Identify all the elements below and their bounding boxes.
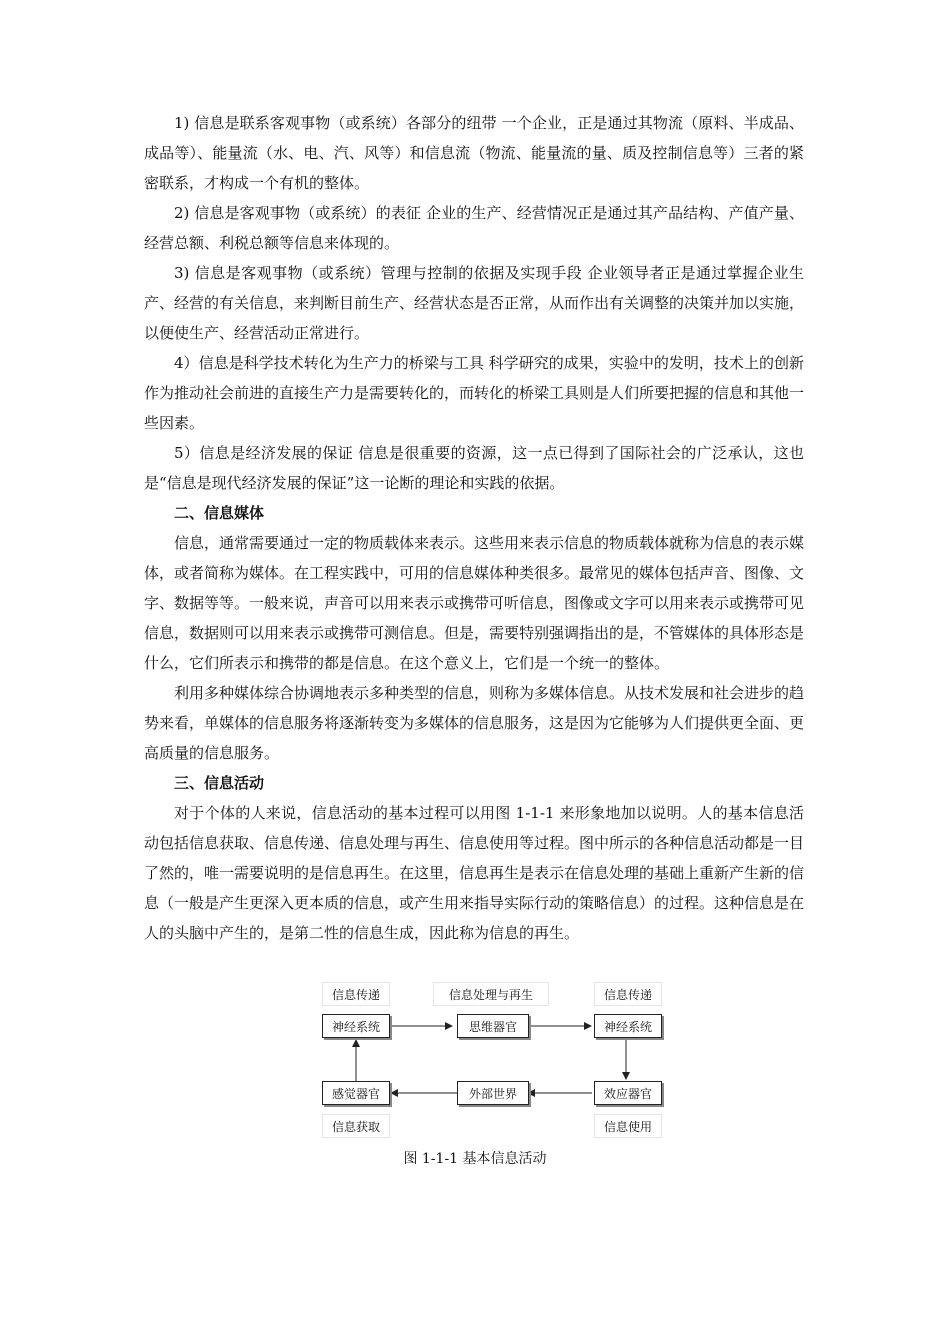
label-processing: 信息处理与再生 [433,982,549,1006]
label-use: 信息使用 [594,1114,662,1138]
label-transmit-right: 信息传递 [594,982,662,1006]
activity-paragraph-1: 对于个体的人来说，信息活动的基本过程可以用图 1-1-1 来形象地加以说明。人的基本信息活动包括信息获取、信息传递、信息处理与再生、信息使用等过程。图中所示的各种信息活动都是一目了然的，唯一需要说明的是信息再生。在这里，信息再生是表示在信息处理的基础上重新产生新的信息（一般是产生更深入更本质的信息，或产生用来指导实际行动的策略信息）的过程。这种信息是在人的头脑中产生的，是第二性的信息生成，因此称为信息的再生。 [144,804,805,942]
paragraph-1: 1) 信息是联系客观事物（或系统）各部分的纽带 一个企业，正是通过其物流（原料、半成品、成品等）、能量流（水、电、汽、风等）和信息流（物流、能量流的量、质及控制信息等）三者的紧密联系，才构成一个有机的整体。 [144,114,804,192]
figure-caption: 图 1-1-1 基本信息活动 [403,1151,547,1167]
info-activity-diagram [320,980,665,1140]
paragraph-4: 4）信息是科学技术转化为生产力的桥梁与工具 科学研究的成果，实验中的发明，技术上的创新作为推动社会前进的直接生产力是需要转化的，而转化的桥梁工具则是人们所要把握的信息和其他一些因素。 [144,354,805,432]
box-external-world: 外部世界 [457,1081,529,1105]
box-sensory-organ: 感觉器官 [322,1081,390,1105]
paragraph-2: 2) 信息是客观事物（或系统）的表征 企业的生产、经营情况正是通过其产品结构、产值产量、经营总额、利税总额等信息来体现的。 [144,204,804,252]
label-transmit-left: 信息传递 [322,982,390,1006]
media-paragraph-2: 利用多种媒体综合协调地表示多种类型的信息，则称为多媒体信息。从技术发展和社会进步的趋势来看，单媒体的信息服务将逐渐转变为多媒体的信息服务，这是因为它能够为人们提供更全面、更高质量的信息服务。 [144,684,805,762]
label-acquire: 信息获取 [322,1114,390,1138]
box-nerve-right: 神经系统 [594,1014,662,1038]
box-effector-organ: 效应器官 [594,1081,662,1105]
box-nerve-left: 神经系统 [322,1014,390,1038]
paragraph-5: 5）信息是经济发展的保证 信息是很重要的资源，这一点已得到了国际社会的广泛承认，这也是“信息是现代经济发展的保证”这一论断的理论和实践的依据。 [144,444,804,492]
document-body [144,108,804,948]
box-thinking-organ: 思维器官 [457,1014,529,1038]
section-heading-activity: 三、信息活动 [174,774,265,792]
media-paragraph-1: 信息，通常需要通过一定的物质载体来表示。这些用来表示信息的物质载体就称为信息的表示媒体，或者简称为媒体。在工程实践中，可用的信息媒体种类很多。最常见的媒体包括声音、图像、文字、数据等等。一般来说，声音可以用来表示或携带可听信息，图像或文字可以用来表示或携带可见信息，数据则可以用来表示或携带可测信息。但是，需要特别强调指出的是，不管媒体的具体形态是什么，它们所表示和携带的都是信息。在这个意义上，它们是一个统一的整体。 [144,534,805,672]
section-heading-media: 二、信息媒体 [174,504,265,522]
paragraph-3: 3) 信息是客观事物（或系统）管理与控制的依据及实现手段 企业领导者正是通过掌握企业生产、经营的有关信息，来判断目前生产、经营状态是否正常，从而作出有关调整的决策并加以实施，以便使生产、经营活动正常进行。 [144,264,805,342]
